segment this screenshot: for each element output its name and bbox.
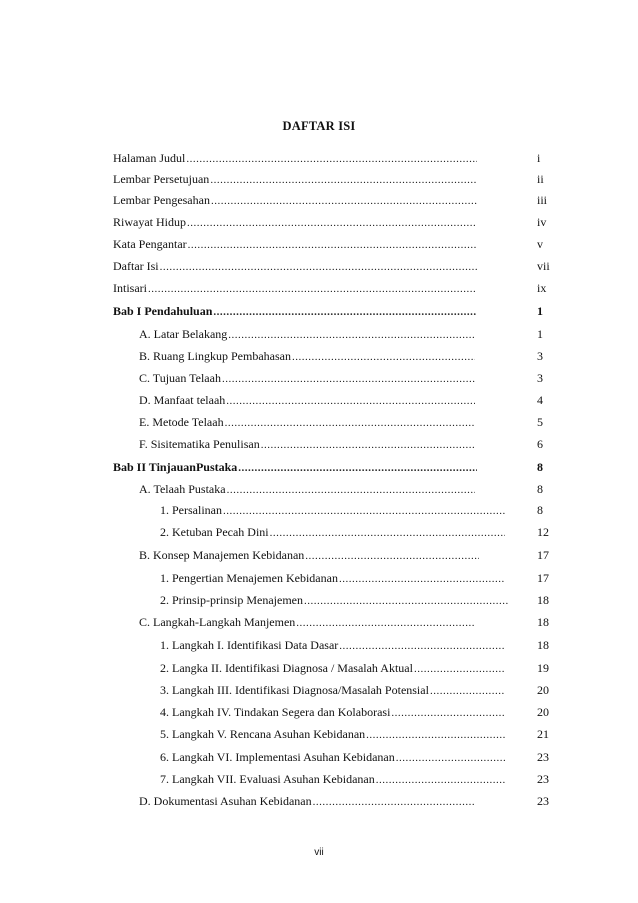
toc-entry-label: 1. Pengertian Menajemen Kebidanan	[160, 571, 338, 585]
toc-entry	[160, 683, 505, 701]
toc-entry-page-number: 8	[537, 482, 543, 496]
toc-entry-page-number: ii	[537, 172, 544, 186]
toc-entry-label: 5. Langkah V. Rencana Asuhan Kebidanan	[160, 727, 366, 741]
dot-leader	[210, 174, 477, 186]
toc-entry-page-number: 18	[537, 638, 549, 652]
page-title: DAFTAR ISI	[282, 119, 356, 133]
toc-entry-page-number: 21	[537, 727, 549, 741]
toc-entry	[113, 215, 477, 233]
toc-entry	[139, 482, 475, 500]
toc-entry-page-number: 3	[537, 371, 543, 385]
dot-leader	[270, 527, 505, 539]
dot-leader	[188, 239, 477, 251]
dot-leader	[238, 462, 477, 474]
dot-leader	[366, 729, 505, 741]
toc-entry-label: B. Ruang Lingkup Pembahasan	[139, 349, 291, 363]
toc-entry-label: Daftar Isi	[113, 259, 159, 273]
toc-entry-page-number: 5	[537, 415, 543, 429]
toc-entry-label: C. Tujuan Telaah	[139, 371, 221, 385]
toc-entry	[113, 281, 477, 299]
dot-leader	[160, 261, 477, 273]
toc-entry-label: Lembar Pengesahan	[113, 193, 210, 207]
toc-entry	[160, 727, 505, 745]
dot-leader	[226, 395, 475, 407]
toc-entry-page-number: 18	[537, 593, 549, 607]
dot-leader	[305, 550, 479, 562]
toc-entry-page-number: v	[537, 237, 543, 251]
dot-leader	[391, 707, 505, 719]
toc-entry	[113, 193, 477, 211]
toc-entry-page-number: 6	[537, 437, 543, 451]
dot-leader	[396, 752, 505, 764]
toc-entry	[139, 371, 475, 389]
toc-entry-page-number: 4	[537, 393, 543, 407]
toc-entry	[113, 151, 477, 169]
dot-leader	[296, 617, 475, 629]
dot-leader	[228, 329, 475, 341]
toc-entry-label: B. Konsep Manajemen Kebidanan	[139, 548, 305, 562]
toc-entry-page-number: 1	[537, 304, 543, 318]
toc-entry-label: 2. Ketuban Pecah Dini	[160, 525, 269, 539]
toc-entry	[139, 548, 479, 566]
toc-entry	[139, 437, 475, 455]
dot-leader	[313, 796, 475, 808]
toc-entry	[160, 593, 509, 611]
toc-entry-label: 6. Langkah VI. Implementasi Asuhan Kebidanan	[160, 750, 395, 764]
toc-entry-page-number: 17	[537, 571, 549, 585]
toc-entry-label: Halaman Judul	[113, 151, 186, 165]
toc-entry-page-number: 20	[537, 683, 549, 697]
toc-entry	[139, 615, 475, 633]
toc-entry	[160, 705, 505, 723]
toc-entry-page-number: 3	[537, 349, 543, 363]
toc-entry-label: D. Dokumentasi Asuhan Kebidanan	[139, 794, 312, 808]
dot-leader	[211, 195, 477, 207]
toc-entry-label: 2. Langka II. Identifikasi Diagnosa / Masalah Aktual	[160, 661, 413, 675]
toc-entry	[139, 349, 475, 367]
dot-leader	[339, 640, 505, 652]
toc-entry	[160, 661, 505, 679]
toc-entry-label: D. Manfaat telaah	[139, 393, 226, 407]
toc-entry	[113, 237, 477, 255]
toc-entry-page-number: i	[537, 151, 541, 165]
dot-leader	[223, 505, 505, 517]
toc-entry-label: Bab II TinjauanPustaka	[113, 460, 238, 474]
toc-entry-label: C. Langkah-Langkah Manjemen	[139, 615, 296, 629]
toc-entry-label: Intisari	[113, 281, 147, 295]
dot-leader	[227, 484, 475, 496]
dot-leader	[186, 153, 477, 165]
toc-entry-label: Lembar Persetujuan	[113, 172, 210, 186]
toc-entry-page-number: 20	[537, 705, 549, 719]
dot-leader	[187, 217, 477, 229]
toc-entry-label: E. Metode Telaah	[139, 415, 224, 429]
toc-entry-label: Kata Pengantar	[113, 237, 187, 251]
dot-leader	[414, 663, 505, 675]
toc-entry	[160, 503, 505, 521]
toc-entry	[113, 172, 477, 190]
toc-entry-page-number: 23	[537, 750, 549, 764]
toc-entry-label: 3. Langkah III. Identifikasi Diagnosa/Masalah Potensial	[160, 683, 429, 697]
dot-leader	[261, 439, 475, 451]
toc-entry-page-number: ix	[537, 281, 547, 295]
dot-leader	[304, 595, 509, 607]
toc-entry-label: A. Telaah Pustaka	[139, 482, 226, 496]
toc-entry-label: 1. Persalinan	[160, 503, 222, 517]
toc-entry-page-number: 23	[537, 794, 549, 808]
dot-leader	[222, 373, 475, 385]
toc-entry-label: F. Sisitematika Penulisan	[139, 437, 260, 451]
toc-entry	[160, 772, 505, 790]
toc-entry-page-number: iv	[537, 215, 547, 229]
dot-leader	[376, 774, 505, 786]
dot-leader	[225, 417, 475, 429]
toc-entry	[160, 638, 505, 656]
toc-entry-page-number: 1	[537, 327, 543, 341]
toc-entry-page-number: 19	[537, 661, 549, 675]
toc-entry-label: 2. Prinsip-prinsip Menajemen	[160, 593, 303, 607]
toc-entry-label: 4. Langkah IV. Tindakan Segera dan Kolaborasi	[160, 705, 391, 719]
toc-entry-label: 7. Langkah VII. Evaluasi Asuhan Kebidanan	[160, 772, 375, 786]
toc-entry-page-number: vii	[537, 259, 550, 273]
dot-leader	[430, 685, 505, 697]
toc-entry-page-number: 8	[537, 460, 543, 474]
toc-entry	[139, 794, 475, 812]
toc-entry-page-number: 8	[537, 503, 543, 517]
toc-entry-label: A. Latar Belakang	[139, 327, 228, 341]
toc-entry-label: 1. Langkah I. Identifikasi Data Dasar	[160, 638, 339, 652]
toc-entry	[139, 327, 475, 345]
toc-entry	[139, 415, 475, 433]
toc-entry	[160, 571, 505, 589]
dot-leader	[148, 283, 477, 295]
toc-entry	[113, 259, 477, 277]
toc-entry-page-number: 23	[537, 772, 549, 786]
toc-entry-page-number: 18	[537, 615, 549, 629]
page-number-footer: vii	[314, 847, 324, 858]
dot-leader	[339, 573, 505, 585]
dot-leader	[292, 351, 475, 363]
toc-entry-page-number: iii	[537, 193, 548, 207]
toc-entry-page-number: 17	[537, 548, 549, 562]
toc-entry	[160, 525, 505, 543]
dot-leader	[213, 306, 477, 318]
toc-entry-label: Riwayat Hidup	[113, 215, 186, 229]
toc-entry	[113, 304, 477, 322]
toc-entry	[160, 750, 505, 768]
toc-entry-label: Bab I Pendahuluan	[113, 304, 213, 318]
toc-entry	[139, 393, 475, 411]
toc-entry	[113, 460, 477, 478]
toc-entry-page-number: 12	[537, 525, 549, 539]
